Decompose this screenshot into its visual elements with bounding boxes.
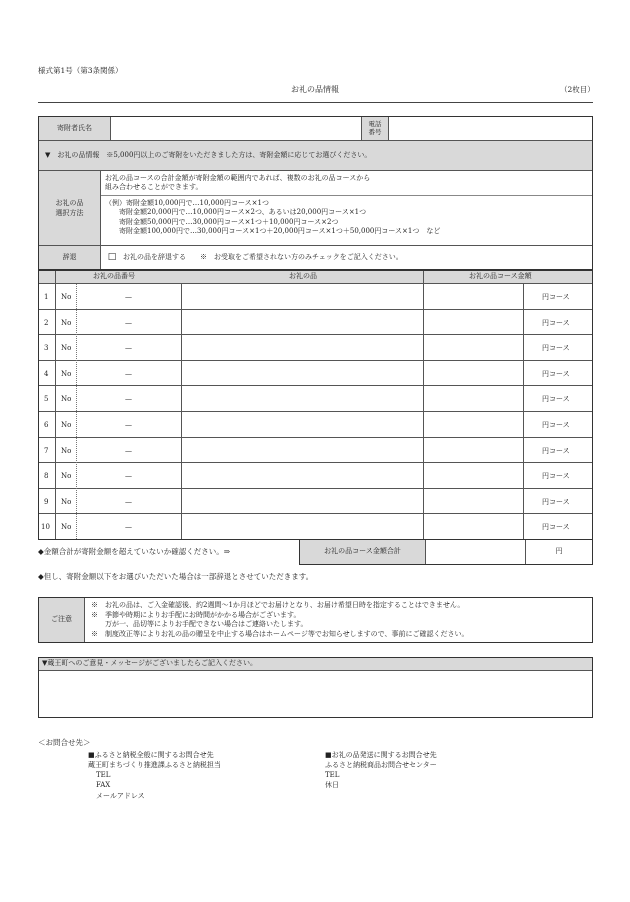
course-amount-field[interactable] (424, 463, 522, 488)
row-index: 4 (44, 369, 49, 378)
header-course-amount: お礼の品コース金額 (469, 272, 532, 280)
table-row (39, 463, 592, 489)
row-dash: — (125, 293, 132, 301)
phone-field[interactable] (389, 117, 592, 141)
gift-info-heading: ▼ お礼の品情報 ※5,000円以上のご寄附をいただきました方は、寄附金額に応じてお選びください。 (39, 141, 592, 171)
example-line: （例）寄附金額10,000円で…10,000円コース×1つ (105, 199, 269, 207)
item-name-field[interactable] (182, 463, 422, 488)
course-amount-field[interactable] (424, 412, 522, 437)
gift-info-box (38, 116, 593, 270)
row-unit: 円コース (542, 395, 570, 404)
partial-decline-note: ◆但し、寄附金額以下をお選びいただいた場合は一部辞退とさせていただきます。 (38, 572, 314, 581)
contact-right-center: ふるさと納税商品お問合せセンター (325, 761, 437, 770)
course-amount-field[interactable] (424, 438, 522, 463)
contact-left-fax: FAX (96, 781, 111, 790)
table-row (39, 412, 592, 438)
header-rule (38, 102, 593, 103)
example-line: 寄附金額20,000円で…10,000円コース×2つ、あるいは20,000円コース×1つ (119, 208, 367, 217)
row-dash: — (125, 318, 132, 327)
caution-box (38, 597, 593, 643)
donor-name-field[interactable] (111, 117, 361, 141)
header-item-name: お礼の品 (289, 272, 317, 280)
caution-line: ※ 季節や時期によりお手配にお時間がかかる場合がございます。 (91, 610, 301, 619)
item-name-field[interactable] (182, 284, 422, 309)
course-amount-field[interactable] (424, 361, 522, 386)
course-amount-field[interactable] (424, 284, 522, 309)
table-row (39, 514, 592, 540)
message-field[interactable] (39, 671, 592, 717)
col-divider (423, 271, 424, 539)
course-amount-field[interactable] (424, 514, 522, 540)
row-index: 8 (44, 472, 49, 481)
row-no-label: No (61, 369, 72, 378)
message-box (38, 657, 593, 718)
form-number: 様式第1号（第3条関係） (38, 66, 123, 75)
row-dash: — (125, 344, 132, 353)
table-row (39, 438, 592, 464)
table-row (39, 284, 592, 310)
col-divider (523, 284, 524, 539)
row-no-label: No (61, 293, 72, 301)
row-no-label: No (61, 523, 72, 532)
message-heading: ▼蔵王町へのご意見・メッセージがございましたらご記入ください。 (39, 658, 592, 671)
row-unit: 円コース (542, 472, 570, 481)
row-no-label: No (61, 421, 72, 429)
header-item-number: お礼の品番号 (93, 272, 135, 280)
items-table (38, 270, 593, 540)
decline-label: 辞退 (39, 246, 101, 269)
table-row (39, 386, 592, 412)
row-unit: 円コース (542, 446, 570, 455)
row-index: 6 (44, 421, 49, 429)
item-name-field[interactable] (182, 514, 422, 540)
row-index: 3 (44, 344, 49, 353)
course-amount-field[interactable] (424, 335, 522, 360)
decline-text: お礼の品を辞退する ※ お受取をご希望されない方のみチェックをご記入ください。 (123, 252, 403, 261)
course-amount-field[interactable] (424, 386, 522, 411)
item-name-field[interactable] (182, 489, 422, 514)
total-check-text: ◆金額合計が寄附金額を超えていないか確認ください。⇒ (38, 547, 231, 556)
col-divider-dotted (76, 284, 77, 539)
contact-left-dept: 蔵王町まちづくり推進課ふるさと納税担当 (88, 761, 221, 770)
donor-name-label: 寄附者氏名 (39, 117, 111, 141)
course-amount-field[interactable] (424, 310, 522, 335)
row-no-label: No (61, 318, 72, 327)
row-unit: 円コース (542, 344, 570, 353)
contact-right-title: ■お礼の品発送に関するお問合せ先 (325, 751, 437, 759)
total-field[interactable] (426, 540, 526, 564)
row-index: 9 (44, 497, 49, 506)
table-row (39, 335, 592, 361)
row-dash: — (125, 369, 132, 378)
row-dash: — (125, 421, 132, 429)
caution-label: ご注意 (39, 598, 85, 642)
items-rows (39, 284, 592, 540)
table-row (39, 310, 592, 336)
row-no-label: No (61, 395, 72, 404)
item-name-field[interactable] (182, 335, 422, 360)
row-index: 10 (41, 523, 50, 532)
item-name-field[interactable] (182, 412, 422, 437)
caution-line: ※ 制度改正等によりお礼の品の贈呈を中止する場合はホームページ等でお知らせしますので、事前にご確認ください。 (91, 629, 469, 638)
contact-right (325, 750, 437, 791)
total-unit: 円 (555, 547, 563, 556)
page-title: お礼の品情報 (291, 85, 339, 94)
contact-heading: ＜お問合せ先＞ (38, 738, 91, 747)
row-dash: — (125, 446, 132, 455)
row-index: 2 (44, 318, 49, 327)
caution-line: ※ お礼の品は、ご入金確認後、約2週間～1か月ほどでお届けとなり、お届け希望日時を指定することはできません。 (91, 601, 465, 609)
row-unit: 円コース (542, 293, 570, 301)
row-unit: 円コース (542, 369, 570, 378)
row-dash: — (125, 395, 132, 404)
row-no-label: No (61, 497, 72, 506)
col-divider (55, 271, 56, 539)
contact-left-tel: TEL (96, 771, 111, 780)
row-index: 7 (44, 446, 49, 455)
row-unit: 円コース (542, 497, 570, 506)
phone-label: 電話 番号 (361, 117, 389, 141)
caution-text (91, 601, 469, 640)
method-label: お礼の品 選択方法 (39, 171, 101, 246)
row-dash: — (125, 472, 132, 481)
page-number: （2枚目） (560, 85, 595, 94)
items-table-header (39, 271, 592, 284)
row-unit: 円コース (542, 318, 570, 327)
contact-left-title: ■ふるさと納税全般に関するお問合せ先 (88, 751, 214, 759)
item-name-field[interactable] (182, 361, 422, 386)
decline-checkbox[interactable]: □ (107, 251, 117, 262)
table-row (39, 489, 592, 515)
row-unit: 円コース (542, 523, 570, 532)
contact-left-email: メールアドレス (96, 791, 145, 800)
total-label: お礼の品コース金額合計 (300, 540, 426, 564)
example-line: 寄附金額100,000円で…30,000円コース×1つ＋20,000円コース×1つ＋50,000円コース×1つ など (119, 226, 441, 235)
row-index: 1 (44, 293, 49, 301)
contact-left (88, 750, 221, 801)
row-no-label: No (61, 344, 72, 353)
total-box (299, 540, 593, 565)
row-no-label: No (61, 446, 72, 455)
item-name-field[interactable] (182, 310, 422, 335)
course-amount-field[interactable] (424, 489, 522, 514)
item-name-field[interactable] (182, 438, 422, 463)
table-row (39, 361, 592, 387)
row-index: 5 (44, 395, 49, 404)
row-no-label: No (61, 472, 72, 481)
method-description: お礼の品コースの合計金額が寄附金額の範囲内であれば、複数のお礼の品コースから 組み合わせることができます。 (101, 171, 592, 196)
caution-line: 万が一、品切等によりお手配できない場合はご連絡いたします。 (91, 620, 308, 629)
example-line: 寄附金額50,000円で…30,000円コース×1つ＋10,000円コース×2つ (119, 217, 339, 226)
contact-right-holiday: 休日 (325, 781, 339, 790)
contact-right-tel: TEL (325, 771, 340, 780)
row-dash: — (125, 523, 132, 532)
row-unit: 円コース (542, 421, 570, 429)
item-name-field[interactable] (182, 386, 422, 411)
col-divider (181, 284, 182, 539)
row-dash: — (125, 497, 132, 506)
method-examples (101, 196, 592, 246)
